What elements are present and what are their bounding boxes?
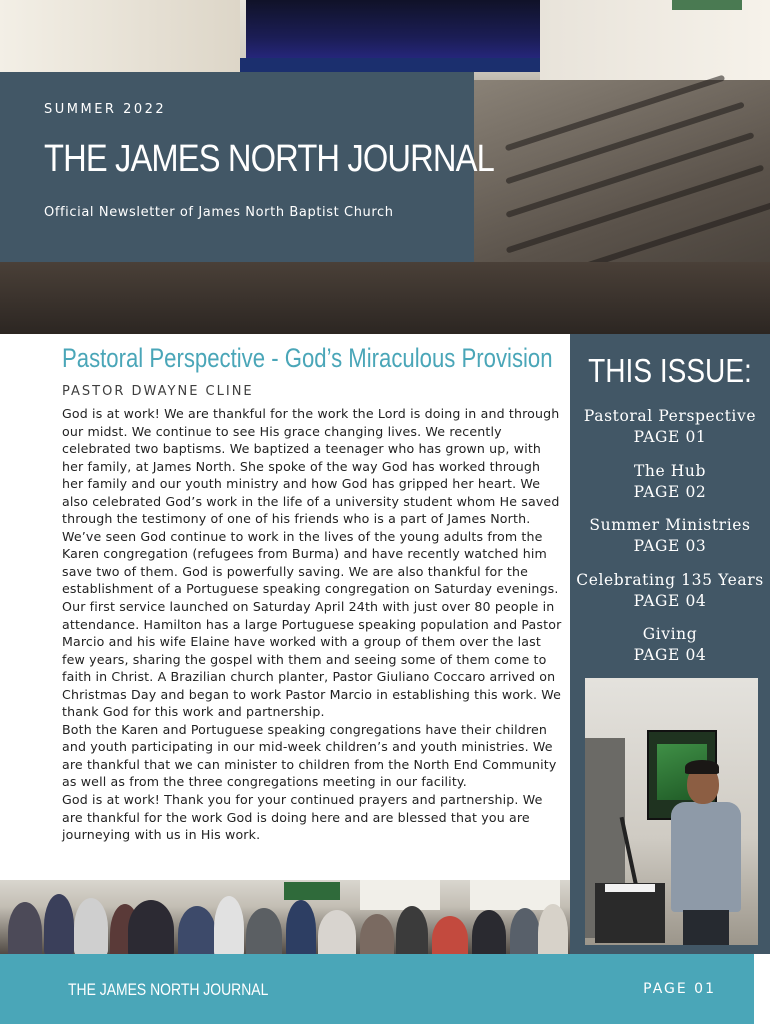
attendee bbox=[538, 904, 568, 956]
stage-floor bbox=[240, 58, 540, 72]
attendee bbox=[286, 900, 316, 956]
preacher-shirt bbox=[671, 802, 741, 912]
toc-label: Giving bbox=[642, 625, 698, 643]
sermon-notes bbox=[605, 884, 655, 892]
window bbox=[360, 880, 440, 910]
newsletter-title: THE JAMES NORTH JOURNAL bbox=[44, 138, 494, 180]
attendee bbox=[472, 910, 506, 956]
article-heading: Pastoral Perspective - God’s Miraculous Provision bbox=[62, 343, 553, 373]
table-of-contents bbox=[570, 406, 770, 679]
attendee bbox=[360, 914, 394, 956]
attendee bbox=[8, 902, 42, 956]
article-body bbox=[62, 405, 562, 844]
congregation bbox=[0, 262, 770, 334]
sanctuary-wall bbox=[540, 0, 770, 90]
attendee bbox=[510, 908, 540, 956]
attendee bbox=[396, 906, 428, 956]
toc-item-pastoral-perspective[interactable] bbox=[570, 406, 770, 461]
page-number: PAGE 01 bbox=[643, 981, 716, 997]
toc-label: The Hub bbox=[633, 461, 707, 480]
article-paragraph: God is at work! Thank you for your continued prayers and partnership. We are thankful for the work God is doing here and are blessed that you are journeying with us in His work. bbox=[62, 792, 543, 843]
attendee bbox=[432, 916, 468, 956]
attendee bbox=[214, 896, 244, 956]
toc-page: PAGE 04 bbox=[633, 591, 707, 610]
lectern bbox=[595, 883, 665, 943]
attendee bbox=[246, 908, 282, 956]
preacher-legs bbox=[683, 910, 729, 945]
attendee bbox=[44, 894, 74, 956]
toc-item-giving[interactable] bbox=[570, 624, 770, 679]
attendee bbox=[178, 906, 216, 956]
toc-label: Celebrating 135 Years bbox=[576, 570, 764, 589]
toc-label: Pastoral Perspective bbox=[583, 407, 757, 425]
article-paragraph: Both the Karen and Portuguese speaking congregations have their children and youth participating in our mid-week children’s and youth ministries. We are thankful that we can minister to children from the North End Community as well as from the three congregations meeting in our facility. bbox=[62, 721, 557, 790]
congregation-photo bbox=[0, 880, 570, 956]
preacher-hair bbox=[685, 760, 719, 774]
toc-item-the-hub[interactable] bbox=[570, 461, 770, 516]
issue-season: SUMMER 2022 bbox=[44, 102, 167, 117]
toc-page: PAGE 01 bbox=[633, 428, 707, 446]
sidebar-title: THIS ISSUE: bbox=[588, 352, 752, 389]
projection-screen bbox=[672, 0, 742, 10]
article-author: PASTOR DWAYNE CLINE bbox=[62, 384, 254, 399]
toc-item-summer-ministries[interactable] bbox=[570, 515, 770, 570]
sanctuary-wall bbox=[0, 0, 240, 80]
toc-label: Summer Ministries bbox=[589, 516, 751, 534]
toc-item-celebrating-135-years[interactable] bbox=[570, 570, 770, 625]
article-paragraph: God is at work! We are thankful for the work the Lord is doing in and through our midst. We continue to see His grace changing lives. We recently celebrated two baptisms. We baptized a teenager who has grown up, with her family, at James North. She spoke of the way God has worked through her family and our youth ministry and how God has gripped her heart. We also celebrated God’s work in the life of a university student whom He saved through the testimony of one of his friends who is a part of James North. We’ve seen God continue to work in the lives of the young adults from the Karen congregation (refugees from Burma) and have recently watched him save two of them. God is powerfully saving. We are also thankful for the establishment of a Portuguese speaking congregation on Saturday evenings. Our first service launched on Saturday April 24th with just over 80 people in attendance. Hamilton has a large Portuguese speaking population and Pastor Marcio and his wife Elaine have worked with a group of them over the last few years, sharing the gospel with them and seeing some of them come to faith in Christ. A Brazilian church planter, Pastor Giuliano Coccaro arrived on Christmas Day and began to work Pastor Marcio in establishing this work. We thank God for this work and partnership. bbox=[62, 406, 562, 720]
toc-page: PAGE 04 bbox=[633, 646, 707, 664]
attendee bbox=[128, 900, 174, 956]
attendee bbox=[318, 910, 356, 956]
newsletter-subtitle: Official Newsletter of James North Baptist Church bbox=[44, 205, 394, 220]
attendee bbox=[74, 898, 108, 956]
toc-page: PAGE 02 bbox=[633, 482, 707, 501]
preacher-photo bbox=[585, 678, 758, 945]
toc-page: PAGE 03 bbox=[633, 537, 707, 555]
wall-screen bbox=[284, 882, 340, 900]
footer-title: THE JAMES NORTH JOURNAL bbox=[68, 980, 269, 999]
